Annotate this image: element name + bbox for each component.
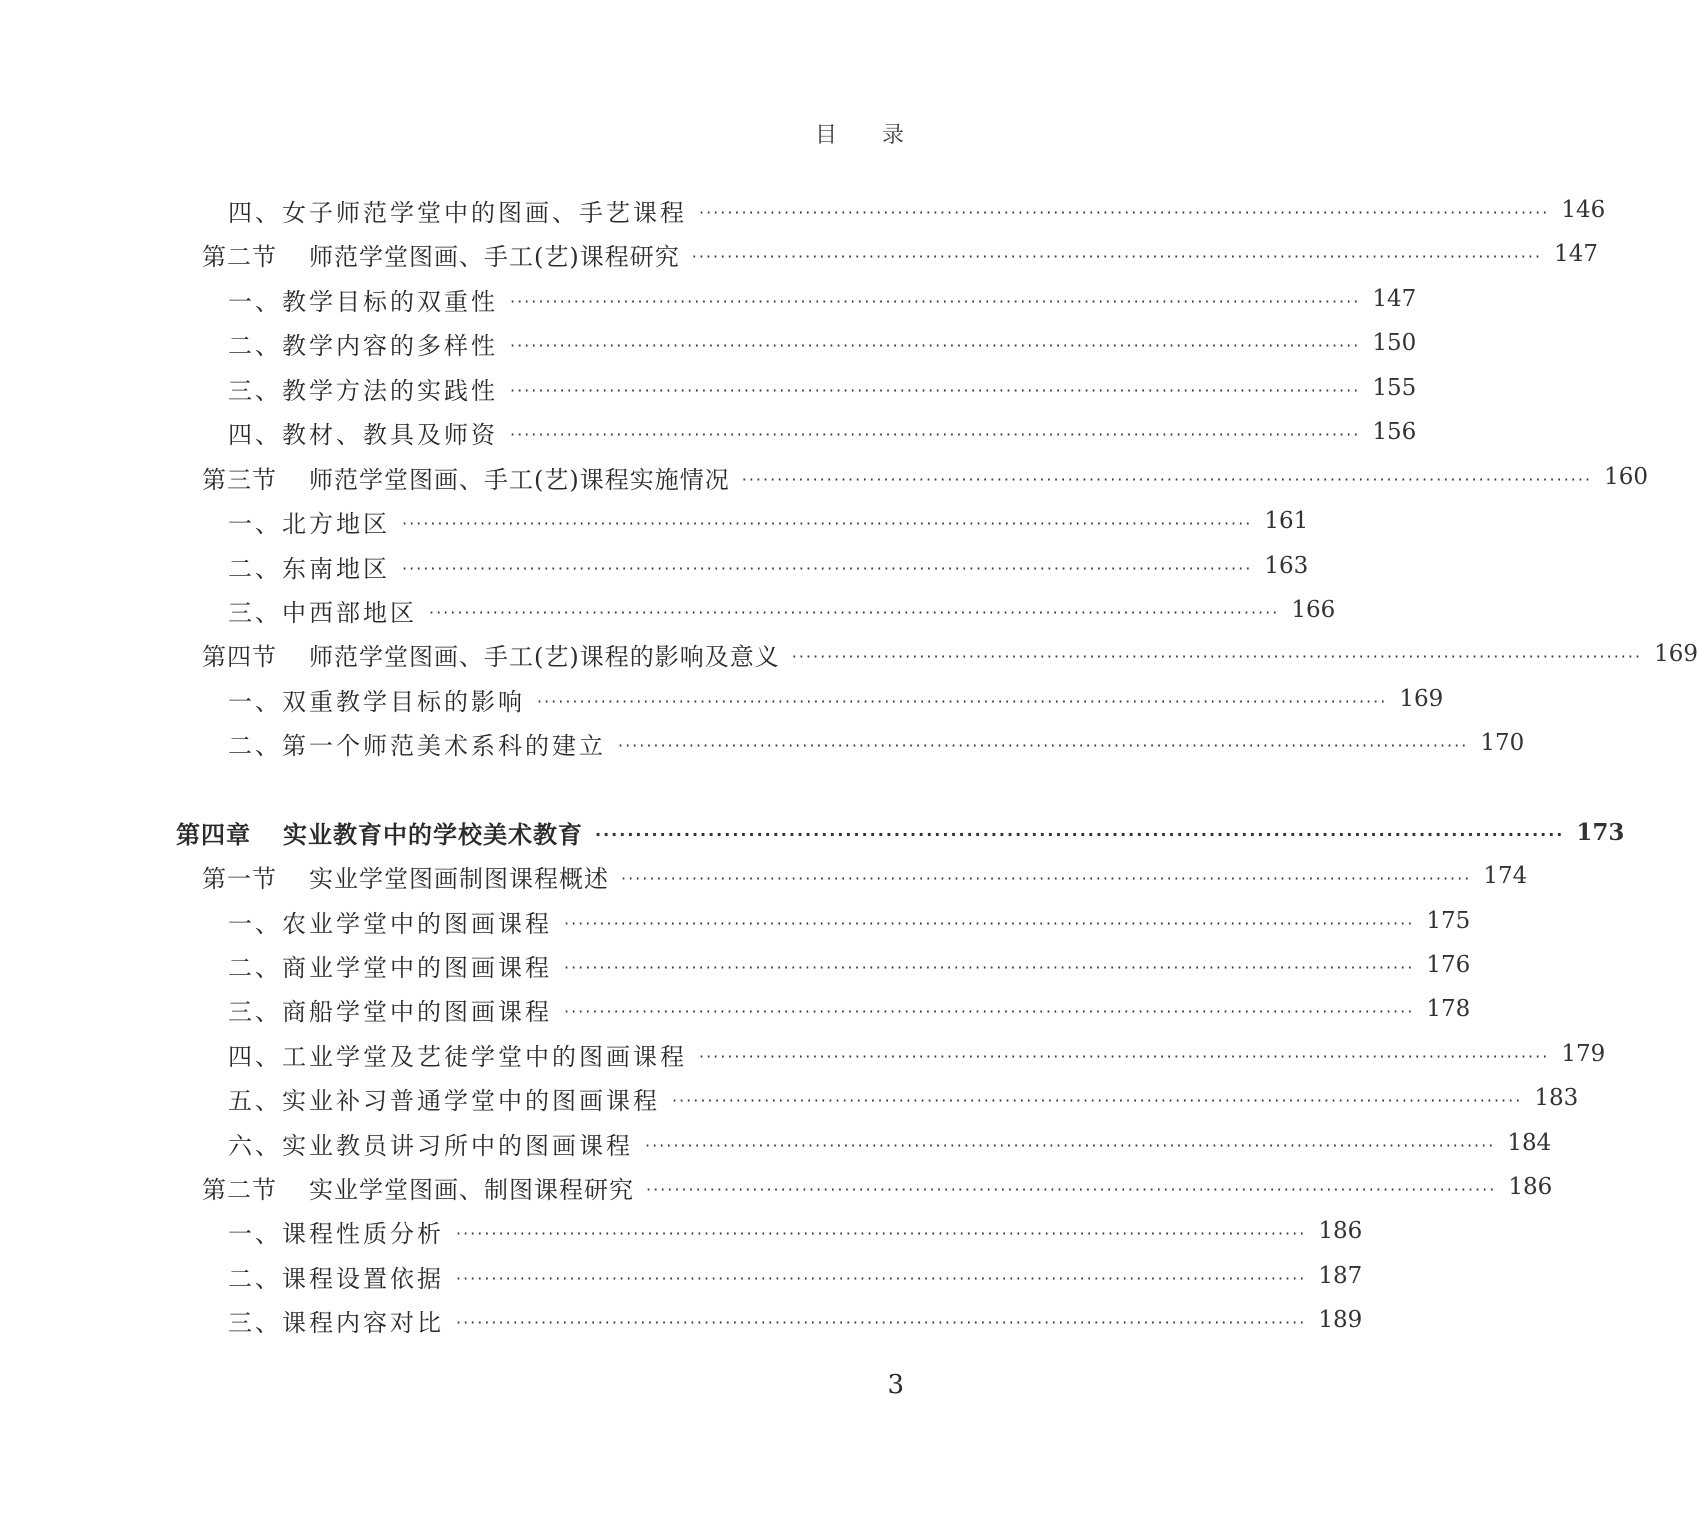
dot-leader: ························································································································ (699, 1046, 1550, 1066)
toc-entry-text: 一、农业学堂中的图画课程 (228, 909, 552, 938)
toc-entry-section (202, 237, 1599, 271)
toc-entry-text: 实业学堂图画、制图课程研究 (309, 1175, 634, 1204)
toc-entry-page: 161 (1264, 508, 1309, 534)
toc-entry-text: 四、工业学堂及艺徒学堂中的图画课程 (228, 1042, 687, 1071)
toc-entry-title (228, 415, 498, 450)
toc-entry-page: 147 (1554, 241, 1599, 267)
toc-entry-page: 187 (1318, 1263, 1363, 1289)
toc-entry-item (228, 1081, 1579, 1115)
toc-entry-title (228, 1081, 660, 1116)
toc-entry-text: 实业教育中的学校美术教育 (283, 820, 583, 849)
dot-leader: ························································································································ (402, 558, 1253, 578)
toc-entry-page: 173 (1576, 818, 1625, 846)
dot-leader: ························································································································ (456, 1268, 1307, 1288)
dot-leader: ························································································································ (510, 380, 1361, 400)
toc-entry-page: 166 (1291, 597, 1336, 623)
toc-entry-item (228, 726, 1525, 760)
toc-entry-page: 183 (1534, 1085, 1579, 1111)
toc-entry-page: 155 (1372, 375, 1417, 401)
dot-leader: ························································································································ (646, 1179, 1497, 1199)
toc-entry-title (228, 992, 552, 1027)
toc-entry-item (228, 549, 1309, 583)
dot-leader: ························································································································ (741, 469, 1593, 489)
toc-entry-text: 一、课程性质分析 (228, 1219, 444, 1248)
toc-entry-item (228, 992, 1471, 1026)
dot-leader: ························································································································ (564, 1001, 1415, 1021)
toc-entry-title (228, 682, 525, 717)
toc-entry-text: 一、教学目标的双重性 (228, 287, 498, 316)
toc-entry-number: 第四节 (202, 642, 277, 671)
toc-entry-section (202, 460, 1649, 494)
toc-entry-page: 179 (1561, 1041, 1606, 1067)
toc-entry-section (202, 637, 1698, 671)
dot-leader: ························································································································ (672, 1090, 1523, 1110)
dot-leader: ························································································································ (456, 1223, 1307, 1243)
toc-entry-page: 150 (1372, 330, 1417, 356)
toc-entry-title (228, 193, 687, 228)
toc-entry-item (228, 1126, 1552, 1160)
dot-leader: ························································································································ (595, 824, 1565, 844)
toc-entry-page: 186 (1318, 1218, 1363, 1244)
dot-leader: ························································································································ (510, 335, 1361, 355)
dot-leader: ························································································································ (618, 735, 1469, 755)
toc-entry-item (228, 371, 1417, 405)
toc-entry-page: 170 (1480, 730, 1525, 756)
toc-entry-title (228, 593, 417, 628)
toc-entry-title (228, 1303, 444, 1338)
dot-leader: ························································································································ (429, 602, 1280, 622)
toc-entry-section (202, 859, 1528, 893)
dot-leader: ························································································································ (621, 868, 1472, 888)
toc-entry-chapter (176, 815, 1625, 849)
toc-entry-text: 三、商船学堂中的图画课程 (228, 997, 552, 1026)
running-head-char: 录 (881, 123, 904, 148)
toc-entry-text: 一、北方地区 (228, 509, 390, 538)
toc-entry-item (228, 1259, 1363, 1293)
toc-entry-page: 146 (1561, 197, 1606, 223)
dot-leader: ························································································································ (564, 957, 1415, 977)
toc-entry-title (202, 859, 609, 894)
toc-entry-page: 174 (1483, 863, 1528, 889)
toc-entry-number: 第二节 (202, 242, 277, 271)
toc-entry-text: 师范学堂图画、手工(艺)课程研究 (309, 242, 680, 271)
toc-entry-page: 147 (1372, 286, 1417, 312)
toc-entry-text: 四、教材、教具及师资 (228, 420, 498, 449)
toc-entry-item (228, 1037, 1606, 1071)
dot-leader: ························································································································ (691, 246, 1543, 266)
toc-entry-text: 二、第一个师范美术系科的建立 (228, 731, 606, 760)
toc-entry-title (228, 1126, 633, 1161)
dot-leader: ························································································································ (699, 202, 1550, 222)
toc-entry-page: 160 (1604, 464, 1649, 490)
toc-entry-number: 第二节 (202, 1175, 277, 1204)
toc-entry-item (228, 415, 1417, 449)
dot-leader: ························································································································ (564, 913, 1415, 933)
toc-entry-title (228, 549, 390, 584)
toc-entry-number: 第三节 (202, 465, 277, 494)
toc-entry-title (228, 1259, 444, 1294)
toc-entry-page: 169 (1399, 686, 1444, 712)
toc-entry-number: 第一节 (202, 864, 277, 893)
toc-entry-item (228, 326, 1417, 360)
toc-entry-text: 三、课程内容对比 (228, 1308, 444, 1337)
toc-entry-title (228, 948, 552, 983)
toc-entry-item (228, 682, 1444, 716)
toc-entry-text: 三、教学方法的实践性 (228, 376, 498, 405)
toc-entry-text: 三、中西部地区 (228, 598, 417, 627)
toc-entry-text: 一、双重教学目标的影响 (228, 687, 525, 716)
toc-entry-title (228, 726, 606, 761)
dot-leader: ························································································································ (510, 291, 1361, 311)
dot-leader: ························································································································ (537, 691, 1388, 711)
toc-entry-item (228, 193, 1606, 227)
toc-entry-text: 实业学堂图画制图课程概述 (309, 864, 609, 893)
toc-entry-text: 二、课程设置依据 (228, 1264, 444, 1293)
toc-entry-item (228, 1214, 1363, 1248)
toc-entry-page: 175 (1426, 908, 1471, 934)
toc-entry-page: 178 (1426, 996, 1471, 1022)
toc-entry-text: 二、商业学堂中的图画课程 (228, 953, 552, 982)
toc-entry-item (228, 948, 1471, 982)
toc-entry-page: 184 (1507, 1130, 1552, 1156)
toc-entry-title (202, 237, 680, 272)
toc-entry-page: 156 (1372, 419, 1417, 445)
toc-entry-title (202, 637, 780, 672)
toc-entry-section (202, 1170, 1553, 1204)
toc-entry-item (228, 282, 1417, 316)
toc-entry-title (228, 371, 498, 406)
toc-entry-title (228, 1037, 687, 1072)
toc-entry-item (228, 1303, 1363, 1337)
toc-entry-page: 163 (1264, 553, 1309, 579)
toc-entry-title (228, 1214, 444, 1249)
dot-leader: ························································································································ (456, 1312, 1307, 1332)
dot-leader: ························································································································ (402, 513, 1253, 533)
toc-entry-title (228, 282, 498, 317)
toc-entry-title (228, 326, 498, 361)
toc-entry-text: 五、实业补习普通学堂中的图画课程 (228, 1086, 660, 1115)
dot-leader: ························································································································ (791, 646, 1643, 666)
toc-entry-page: 169 (1654, 641, 1698, 667)
toc-entry-title (228, 504, 390, 539)
toc-entry-title (176, 815, 583, 850)
running-head-char: 目 (814, 123, 837, 148)
toc-entry-text: 师范学堂图画、手工(艺)课程的影响及意义 (309, 642, 780, 671)
toc-entry-number: 第四章 (176, 820, 251, 849)
toc-entry-item (228, 504, 1309, 538)
toc-entry-page: 186 (1508, 1174, 1553, 1200)
toc-entry-page: 189 (1318, 1307, 1363, 1333)
page-number: 3 (887, 1370, 904, 1400)
toc-entry-title (202, 1170, 634, 1205)
dot-leader: ························································································································ (510, 424, 1361, 444)
toc-entry-page: 176 (1426, 952, 1471, 978)
toc-entry-text: 六、实业教员讲习所中的图画课程 (228, 1131, 633, 1160)
toc-entry-title (202, 460, 730, 495)
toc-entry-text: 二、教学内容的多样性 (228, 331, 498, 360)
toc-entry-text: 二、东南地区 (228, 554, 390, 583)
toc-entry-text: 四、女子师范学堂中的图画、手艺课程 (228, 198, 687, 227)
toc-entry-title (228, 904, 552, 939)
toc-entry-item (228, 904, 1471, 938)
toc-entry-item (228, 593, 1336, 627)
dot-leader: ························································································································ (645, 1135, 1496, 1155)
toc-entry-text: 师范学堂图画、手工(艺)课程实施情况 (309, 465, 730, 494)
